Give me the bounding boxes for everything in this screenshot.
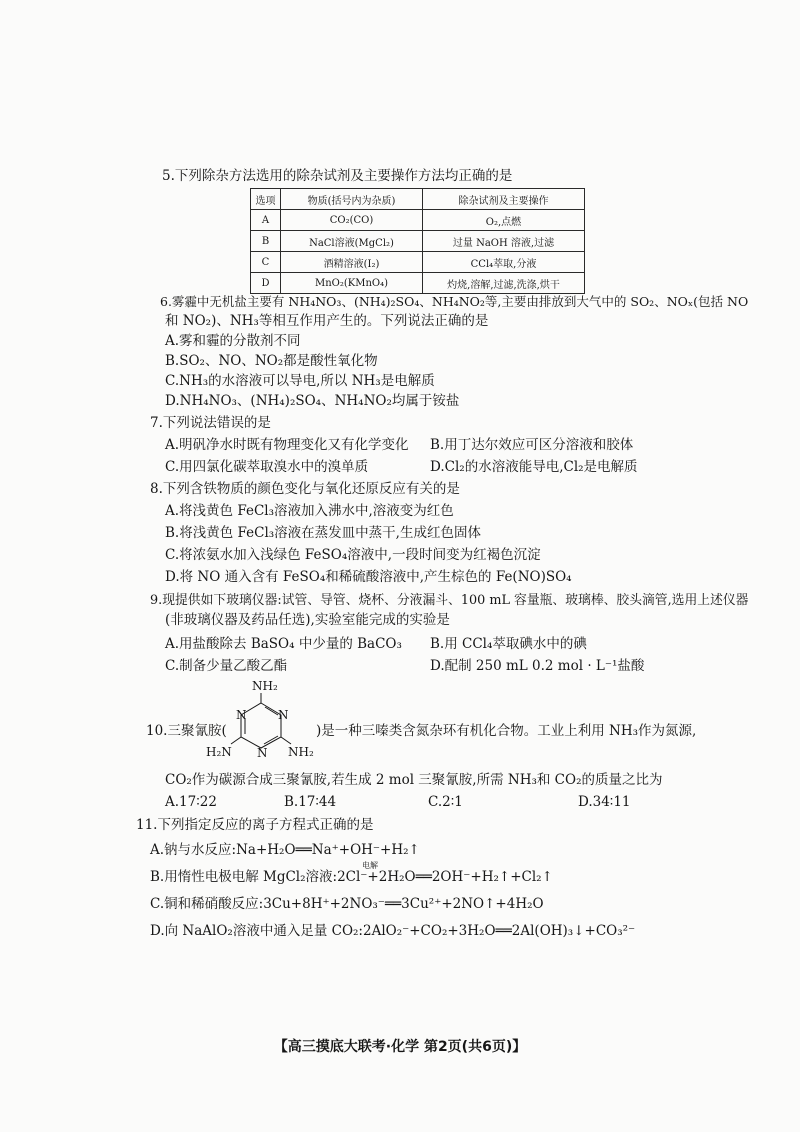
q11-option-a: A.钠与水反应:Na+H₂O══Na⁺+OH⁻+H₂↑ bbox=[150, 842, 420, 858]
q8-option-b: B.将浅黄色 FeCl₃溶液在蒸发皿中蒸干,生成红色固体 bbox=[165, 525, 481, 541]
q6-stem-line1: 6.雾霾中无机盐主要有 NH₄NO₃、(NH₄)₂SO₄、NH₄NO₂等,主要由排放到大气中的 SO₂、NOₓ(包括 NO bbox=[160, 294, 749, 309]
table-row bbox=[251, 252, 585, 273]
ring-nitrogen: N bbox=[257, 746, 268, 760]
table-row bbox=[251, 273, 585, 294]
amine-group-left: H₂N bbox=[206, 745, 232, 759]
table-cell: 过量 NaOH 溶液,过滤 bbox=[423, 231, 585, 252]
q9-option-a: A.用盐酸除去 BaSO₄ 中少量的 BaCO₃ bbox=[165, 636, 402, 652]
amine-group-top: NH₂ bbox=[252, 679, 278, 693]
table-cell: D bbox=[251, 273, 281, 294]
table-header-row bbox=[251, 189, 585, 210]
q6-option-b: B.SO₂、NO、NO₂都是酸性氧化物 bbox=[165, 353, 378, 369]
q8-stem: 8.下列含铁物质的颜色变化与氧化还原反应有关的是 bbox=[150, 481, 460, 497]
q10-line2: CO₂作为碳源合成三聚氰胺,若生成 2 mol 三聚氰胺,所需 NH₃和 CO₂的质量之比为 bbox=[165, 772, 663, 788]
table-row bbox=[251, 210, 585, 231]
q9-stem-line1: 9.现提供如下玻璃仪器:试管、导管、烧杯、分液漏斗、100 mL 容量瓶、玻璃棒、胶头滴管,选用上述仪器 bbox=[150, 593, 749, 608]
melamine-structure bbox=[206, 678, 316, 760]
q9-option-d: D.配制 250 mL 0.2 mol · L⁻¹盐酸 bbox=[430, 658, 645, 674]
q9-option-b: B.用 CCl₄萃取碘水中的碘 bbox=[430, 636, 587, 652]
q10-prefix: 10.三聚氰胺( bbox=[146, 723, 227, 739]
q9-option-c: C.制备少量乙酸乙酯 bbox=[165, 658, 288, 674]
q7-option-d: D.Cl₂的水溶液能导电,Cl₂是电解质 bbox=[430, 459, 638, 475]
q10-option-c: C.2∶1 bbox=[428, 794, 463, 810]
q6-stem-line2: 和 NO₂)、NH₃等相互作用产生的。下列说法正确的是 bbox=[165, 313, 489, 329]
table-cell: A bbox=[251, 210, 281, 231]
q7-option-c: C.用四氯化碳萃取溴水中的溴单质 bbox=[165, 459, 369, 475]
amine-group-right: NH₂ bbox=[288, 745, 314, 759]
q6-option-c: C.NH₃的水溶液可以导电,所以 NH₃是电解质 bbox=[165, 373, 435, 389]
q5-stem: 5.下列除杂方法选用的除杂试剂及主要操作方法均正确的是 bbox=[162, 168, 513, 184]
table-header: 物质(括号内为杂质) bbox=[281, 189, 423, 210]
q8-option-a: A.将浅黄色 FeCl₃溶液加入沸水中,溶液变为红色 bbox=[165, 503, 454, 519]
table-cell: 灼烧,溶解,过滤,洗涤,烘干 bbox=[423, 273, 585, 294]
electrolysis-condition-label: 电解 bbox=[362, 861, 378, 870]
table-cell: C bbox=[251, 252, 281, 273]
q8-option-d: D.将 NO 通入含有 FeSO₄和稀硫酸溶液中,产生棕色的 Fe(NO)SO₄ bbox=[165, 569, 572, 585]
table-cell: MnO₂(KMnO₄) bbox=[281, 273, 423, 294]
q11-stem: 11.下列指定反应的离子方程式正确的是 bbox=[136, 817, 374, 833]
table-cell: 酒精溶液(I₂) bbox=[281, 252, 423, 273]
q7-option-a: A.明矾净水时既有物理变化又有化学变化 bbox=[165, 437, 409, 453]
table-cell: B bbox=[251, 231, 281, 252]
q10-option-d: D.34∶11 bbox=[578, 794, 631, 810]
ring-nitrogen: N bbox=[236, 708, 247, 722]
q11-option-b: B.用惰性电极电解 MgCl₂溶液:2Cl⁻+2H₂O══2OH⁻+H₂↑+Cl₂↑ bbox=[150, 869, 553, 885]
q10-suffix: )是一种三嗪类含氮杂环有机化合物。工业上利用 NH₃作为氮源, bbox=[316, 723, 697, 739]
ring-nitrogen: N bbox=[278, 708, 289, 722]
table-cell: CO₂(CO) bbox=[281, 210, 423, 231]
q7-stem: 7.下列说法错误的是 bbox=[150, 415, 271, 431]
table-cell: O₂,点燃 bbox=[423, 210, 585, 231]
q5-table bbox=[250, 188, 585, 294]
table-header: 除杂试剂及主要操作 bbox=[423, 189, 585, 210]
q9-stem-line2: (非玻璃仪器及药品任选),实验室能完成的实验是 bbox=[165, 612, 450, 628]
q8-option-c: C.将浓氨水加入浅绿色 FeSO₄溶液中,一段时间变为红褐色沉淀 bbox=[165, 547, 541, 563]
q10-option-b: B.17∶44 bbox=[284, 794, 337, 810]
q7-option-b: B.用丁达尔效应可区分溶液和胶体 bbox=[430, 437, 634, 453]
table-cell: NaCl溶液(MgCl₂) bbox=[281, 231, 423, 252]
q10-option-a: A.17∶22 bbox=[165, 794, 217, 810]
table-cell: CCl₄萃取,分液 bbox=[423, 252, 585, 273]
table-row bbox=[251, 231, 585, 252]
page-footer: 【高三摸底大联考·化学 第2页(共6页)】 bbox=[273, 1039, 527, 1055]
q6-option-a: A.雾和霾的分散剂不同 bbox=[165, 333, 301, 349]
q11-option-c: C.铜和稀硝酸反应:3Cu+8H⁺+2NO₃⁻══3Cu²⁺+2NO↑+4H₂O bbox=[150, 896, 544, 912]
q11-option-d: D.向 NaAlO₂溶液中通入足量 CO₂:2AlO₂⁻+CO₂+3H₂O══2Al(OH)₃↓+CO₃²⁻ bbox=[150, 923, 636, 939]
q6-option-d: D.NH₄NO₃、(NH₄)₂SO₄、NH₄NO₂均属于铵盐 bbox=[165, 393, 460, 409]
table-header: 选项 bbox=[251, 189, 281, 210]
